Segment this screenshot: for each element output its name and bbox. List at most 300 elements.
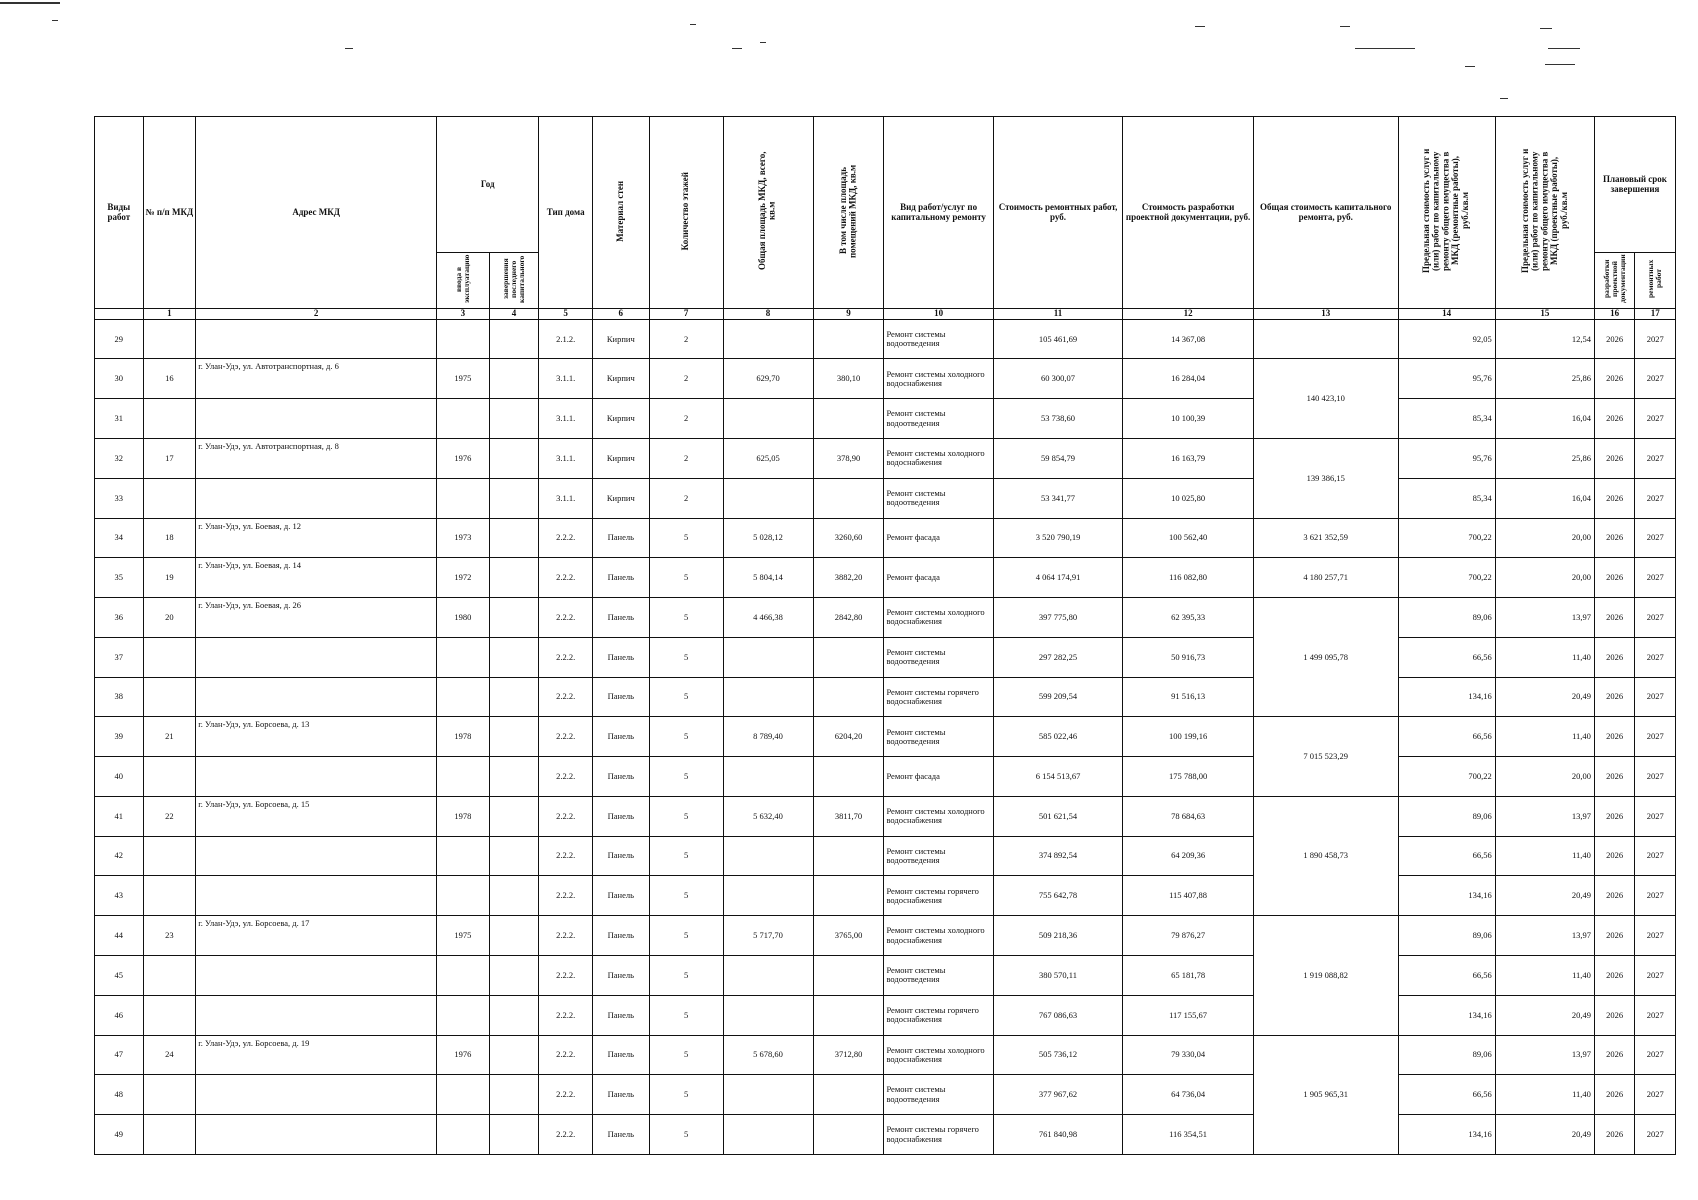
cell-mkd-number: 17 (143, 439, 196, 479)
cell-repair-year: 2027 (1635, 637, 1676, 677)
cell-design-year: 2026 (1594, 1035, 1634, 1075)
header-obshaya-stoimost: Общая стоимость капитального ремонта, руб. (1253, 117, 1398, 309)
cell-repair-cost: 53 738,60 (993, 399, 1123, 439)
cell-year-built (437, 876, 490, 916)
cell-floors: 5 (649, 836, 723, 876)
cell-repair-cost: 374 892,54 (993, 836, 1123, 876)
column-number: 2 (196, 309, 437, 320)
cell-address: г. Улан-Удэ, ул. Борсоева, д. 15 (196, 796, 437, 836)
cell-repair-year: 2027 (1635, 1035, 1676, 1075)
cell-limit-repair: 66,56 (1398, 1075, 1495, 1115)
cell-mkd-number (143, 319, 196, 359)
cell-limit-design: 13,97 (1495, 796, 1594, 836)
cell-total-area: 5 717,70 (723, 916, 813, 956)
cell-year-built (437, 757, 490, 797)
header-address: Адрес МКД (196, 117, 437, 309)
cell-design-cost: 116 082,80 (1123, 558, 1254, 598)
cell-address (196, 955, 437, 995)
table-row (95, 518, 1676, 558)
cell-design-year: 2026 (1594, 995, 1634, 1035)
cell-design-year: 2026 (1594, 757, 1634, 797)
cell-limit-repair: 85,34 (1398, 399, 1495, 439)
cell-total-area (723, 637, 813, 677)
cell-repair-year: 2027 (1635, 1075, 1676, 1115)
cell-design-year: 2026 (1594, 558, 1634, 598)
cell-limit-design: 11,40 (1495, 1075, 1594, 1115)
cell-design-year: 2026 (1594, 876, 1634, 916)
cell-design-cost: 16 163,79 (1123, 439, 1254, 479)
cell-total-cost: 1 890 458,73 (1253, 796, 1398, 915)
cell-year-last-repair (489, 916, 539, 956)
cell-floors: 5 (649, 757, 723, 797)
cell-floors: 5 (649, 796, 723, 836)
cell-year-last-repair (489, 1115, 539, 1155)
cell-total-cost: 139 386,15 (1253, 439, 1398, 519)
column-number: 15 (1495, 309, 1594, 320)
cell-wall-material: Панель (592, 955, 649, 995)
header-tip-doma: Тип дома (539, 117, 593, 309)
cell-limit-repair: 92,05 (1398, 319, 1495, 359)
cell-repair-year: 2027 (1635, 518, 1676, 558)
cell-work-type: Ремонт системы холодного водоснабжения (884, 359, 993, 399)
cell-total-area (723, 319, 813, 359)
cell-premises-area (813, 955, 884, 995)
cell-floors: 5 (649, 518, 723, 558)
cell-address: г. Улан-Удэ, ул. Боевая, д. 12 (196, 518, 437, 558)
cell-work-type: Ремонт фасада (884, 558, 993, 598)
cell-premises-area (813, 677, 884, 717)
cell-wall-material: Кирпич (592, 439, 649, 479)
cell-limit-design: 20,00 (1495, 558, 1594, 598)
cell-mkd-number (143, 955, 196, 995)
cell-work-type: Ремонт системы горячего водоснабжения (884, 677, 993, 717)
cell-year-last-repair (489, 439, 539, 479)
cell-floors: 5 (649, 995, 723, 1035)
cell-house-type: 2.2.2. (539, 796, 593, 836)
cell-address (196, 319, 437, 359)
cell-design-cost: 79 330,04 (1123, 1035, 1254, 1075)
cell-design-cost: 14 367,08 (1123, 319, 1254, 359)
cell-repair-year: 2027 (1635, 876, 1676, 916)
cell-work-type: Ремонт системы холодного водоснабжения (884, 598, 993, 638)
cell-total-area (723, 876, 813, 916)
cell-house-type: 2.2.2. (539, 836, 593, 876)
cell-work-type: Ремонт системы водоотведения (884, 478, 993, 518)
cell-year-last-repair (489, 955, 539, 995)
cell-limit-repair: 85,34 (1398, 478, 1495, 518)
cell-house-type: 2.2.2. (539, 677, 593, 717)
table-row (95, 1115, 1676, 1155)
cell-premises-area (813, 637, 884, 677)
cell-year-built: 1975 (437, 359, 490, 399)
cell-design-year: 2026 (1594, 518, 1634, 558)
column-number: 10 (884, 309, 993, 320)
cell-wall-material: Панель (592, 1075, 649, 1115)
cell-limit-repair: 134,16 (1398, 677, 1495, 717)
cell-limit-repair: 134,16 (1398, 1115, 1495, 1155)
cell-total-area (723, 399, 813, 439)
cell-limit-repair: 89,06 (1398, 1035, 1495, 1075)
header-remontnyh: ремонтных работ (1646, 260, 1664, 299)
cell-year-built (437, 637, 490, 677)
cell-repair-year: 2027 (1635, 836, 1676, 876)
cell-work-type: Ремонт системы водоотведения (884, 399, 993, 439)
cell-total-cost: 1 919 088,82 (1253, 916, 1398, 1035)
cell-repair-year: 2027 (1635, 319, 1676, 359)
cell-total-cost: 140 423,10 (1253, 359, 1398, 439)
cell-row-number: 48 (95, 1075, 144, 1115)
cell-address: г. Улан-Удэ, ул. Борсоева, д. 17 (196, 916, 437, 956)
cell-repair-cost: 509 218,36 (993, 916, 1123, 956)
cell-address (196, 876, 437, 916)
cell-repair-year: 2027 (1635, 1115, 1676, 1155)
cell-premises-area (813, 319, 884, 359)
cell-address: г. Улан-Удэ, ул. Автотранспортная, д. 6 (196, 359, 437, 399)
cell-repair-year: 2027 (1635, 757, 1676, 797)
header-kolichestvo-etazhey: Количество этажей (680, 171, 691, 251)
header-material-cell (592, 117, 649, 309)
cell-work-type: Ремонт системы холодного водоснабжения (884, 1035, 993, 1075)
header-god-zaversheniya-cell (489, 253, 539, 309)
cell-wall-material: Панель (592, 757, 649, 797)
cell-house-type: 2.2.2. (539, 876, 593, 916)
cell-design-cost: 115 407,88 (1123, 876, 1254, 916)
cell-design-year: 2026 (1594, 836, 1634, 876)
header-stoimost-razrab: Стоимость разработки проектной документации, руб. (1123, 117, 1254, 309)
cell-mkd-number: 21 (143, 717, 196, 757)
cell-year-last-repair (489, 1075, 539, 1115)
cell-row-number: 42 (95, 836, 144, 876)
table-row (95, 478, 1676, 518)
cell-work-type: Ремонт системы водоотведения (884, 637, 993, 677)
cell-mkd-number (143, 677, 196, 717)
cell-premises-area: 3765,00 (813, 916, 884, 956)
header-area2-cell (813, 117, 884, 309)
cell-design-cost: 62 395,33 (1123, 598, 1254, 638)
cell-house-type: 2.2.2. (539, 558, 593, 598)
cell-year-built: 1972 (437, 558, 490, 598)
cell-wall-material: Панель (592, 876, 649, 916)
cell-house-type: 2.2.2. (539, 518, 593, 558)
cell-repair-cost: 60 300,07 (993, 359, 1123, 399)
cell-year-last-repair (489, 399, 539, 439)
cell-mkd-number: 16 (143, 359, 196, 399)
capital-repair-table (94, 116, 1676, 1155)
cell-repair-year: 2027 (1635, 359, 1676, 399)
cell-total-cost: 3 621 352,59 (1253, 518, 1398, 558)
cell-floors: 5 (649, 598, 723, 638)
cell-limit-repair: 134,16 (1398, 876, 1495, 916)
header-god-zaversheniya: завершения последнего капитального (501, 255, 526, 303)
cell-repair-year: 2027 (1635, 677, 1676, 717)
header-razrabotka-cell (1594, 253, 1634, 309)
column-number (95, 309, 144, 320)
cell-limit-repair: 66,56 (1398, 717, 1495, 757)
cell-row-number: 31 (95, 399, 144, 439)
cell-row-number: 49 (95, 1115, 144, 1155)
cell-mkd-number (143, 757, 196, 797)
cell-repair-cost: 505 736,12 (993, 1035, 1123, 1075)
cell-work-type: Ремонт системы водоотведения (884, 1075, 993, 1115)
cell-house-type: 2.2.2. (539, 1075, 593, 1115)
header-vid-rabot-uslug: Вид работ/услуг по капитальному ремонту (884, 117, 993, 309)
header-god-vvoda-cell (437, 253, 490, 309)
cell-repair-cost: 297 282,25 (993, 637, 1123, 677)
cell-design-cost: 91 516,13 (1123, 677, 1254, 717)
cell-year-built (437, 399, 490, 439)
cell-wall-material: Панель (592, 995, 649, 1035)
cell-floors: 2 (649, 399, 723, 439)
cell-year-built: 1980 (437, 598, 490, 638)
cell-limit-repair: 95,76 (1398, 359, 1495, 399)
cell-total-area (723, 995, 813, 1035)
cell-limit-repair: 700,22 (1398, 757, 1495, 797)
cell-work-type: Ремонт фасада (884, 518, 993, 558)
cell-mkd-number: 18 (143, 518, 196, 558)
cell-address: г. Улан-Удэ, ул. Борсоева, д. 19 (196, 1035, 437, 1075)
cell-limit-design: 20,49 (1495, 876, 1594, 916)
cell-row-number: 44 (95, 916, 144, 956)
cell-total-area (723, 478, 813, 518)
cell-house-type: 3.1.1. (539, 359, 593, 399)
cell-limit-repair: 700,22 (1398, 558, 1495, 598)
cell-row-number: 39 (95, 717, 144, 757)
cell-total-cost: 7 015 523,29 (1253, 717, 1398, 797)
cell-total-area (723, 836, 813, 876)
cell-mkd-number (143, 637, 196, 677)
cell-repair-year: 2027 (1635, 399, 1676, 439)
cell-design-cost: 100 199,16 (1123, 717, 1254, 757)
cell-limit-repair: 89,06 (1398, 796, 1495, 836)
cell-wall-material: Кирпич (592, 359, 649, 399)
table-row (95, 1035, 1676, 1075)
cell-premises-area: 380,10 (813, 359, 884, 399)
cell-limit-repair: 95,76 (1398, 439, 1495, 479)
cell-design-cost: 79 876,27 (1123, 916, 1254, 956)
cell-limit-design: 20,49 (1495, 677, 1594, 717)
header-predel-14: Предельная стоимость услуг и (или) работ по капитальному ремонту общего имущества в МКД (ремонтные работы), руб./кв.м (1421, 149, 1471, 274)
cell-repair-year: 2027 (1635, 598, 1676, 638)
cell-wall-material: Панель (592, 518, 649, 558)
cell-design-year: 2026 (1594, 439, 1634, 479)
cell-total-area: 5 804,14 (723, 558, 813, 598)
cell-limit-design: 13,97 (1495, 598, 1594, 638)
header-floors-cell (649, 117, 723, 309)
cell-year-last-repair (489, 478, 539, 518)
cell-limit-design: 20,00 (1495, 757, 1594, 797)
cell-year-last-repair (489, 558, 539, 598)
cell-row-number: 43 (95, 876, 144, 916)
cell-mkd-number (143, 995, 196, 1035)
cell-design-cost: 64 209,36 (1123, 836, 1254, 876)
cell-mkd-number (143, 836, 196, 876)
cell-total-cost: 1 905 965,31 (1253, 1035, 1398, 1155)
column-number: 14 (1398, 309, 1495, 320)
cell-total-area: 625,05 (723, 439, 813, 479)
table-row (95, 757, 1676, 797)
cell-premises-area: 3882,20 (813, 558, 884, 598)
header-god: Год (437, 117, 539, 253)
table-body (95, 319, 1676, 1154)
column-number: 5 (539, 309, 593, 320)
column-number: 7 (649, 309, 723, 320)
cell-year-last-repair (489, 359, 539, 399)
cell-wall-material: Панель (592, 677, 649, 717)
table-row (95, 796, 1676, 836)
cell-wall-material: Панель (592, 916, 649, 956)
cell-repair-cost: 761 840,98 (993, 1115, 1123, 1155)
cell-total-area: 4 466,38 (723, 598, 813, 638)
cell-year-built: 1978 (437, 796, 490, 836)
cell-house-type: 2.2.2. (539, 1115, 593, 1155)
cell-premises-area: 3811,70 (813, 796, 884, 836)
cell-total-area: 8 789,40 (723, 717, 813, 757)
table-row (95, 916, 1676, 956)
cell-work-type: Ремонт системы холодного водоснабжения (884, 796, 993, 836)
cell-year-built: 1976 (437, 439, 490, 479)
cell-work-type: Ремонт системы горячего водоснабжения (884, 1115, 993, 1155)
cell-address (196, 1075, 437, 1115)
cell-premises-area (813, 1075, 884, 1115)
cell-year-built (437, 955, 490, 995)
cell-limit-design: 25,86 (1495, 439, 1594, 479)
cell-year-last-repair (489, 876, 539, 916)
cell-wall-material: Панель (592, 836, 649, 876)
cell-address (196, 995, 437, 1035)
cell-design-year: 2026 (1594, 598, 1634, 638)
header-material-sten: Материал стен (614, 180, 625, 242)
cell-limit-repair: 134,16 (1398, 995, 1495, 1035)
cell-year-last-repair (489, 637, 539, 677)
cell-year-last-repair (489, 677, 539, 717)
cell-total-cost (1253, 319, 1398, 359)
cell-limit-repair: 66,56 (1398, 955, 1495, 995)
cell-mkd-number: 22 (143, 796, 196, 836)
cell-total-area (723, 1075, 813, 1115)
cell-repair-year: 2027 (1635, 995, 1676, 1035)
cell-premises-area (813, 836, 884, 876)
cell-design-year: 2026 (1594, 796, 1634, 836)
cell-repair-cost: 4 064 174,91 (993, 558, 1123, 598)
cell-limit-design: 13,97 (1495, 916, 1594, 956)
cell-repair-cost: 767 086,63 (993, 995, 1123, 1035)
table-row (95, 359, 1676, 399)
cell-total-area (723, 955, 813, 995)
cell-premises-area (813, 399, 884, 439)
cell-wall-material: Панель (592, 637, 649, 677)
cell-work-type: Ремонт системы водоотведения (884, 319, 993, 359)
table-row (95, 319, 1676, 359)
cell-work-type: Ремонт системы водоотведения (884, 955, 993, 995)
header-n-mkd: № п/п МКД (143, 117, 196, 309)
cell-mkd-number: 20 (143, 598, 196, 638)
cell-premises-area: 2842,80 (813, 598, 884, 638)
cell-address (196, 399, 437, 439)
cell-house-type: 2.2.2. (539, 955, 593, 995)
cell-design-cost: 64 736,04 (1123, 1075, 1254, 1115)
cell-year-last-repair (489, 319, 539, 359)
cell-repair-year: 2027 (1635, 558, 1676, 598)
cell-year-built (437, 995, 490, 1035)
cell-design-cost: 100 562,40 (1123, 518, 1254, 558)
cell-wall-material: Кирпич (592, 319, 649, 359)
cell-row-number: 36 (95, 598, 144, 638)
cell-design-year: 2026 (1594, 1075, 1634, 1115)
cell-wall-material: Панель (592, 796, 649, 836)
cell-row-number: 34 (95, 518, 144, 558)
cell-design-cost: 50 916,73 (1123, 637, 1254, 677)
cell-address (196, 836, 437, 876)
cell-row-number: 46 (95, 995, 144, 1035)
cell-repair-cost: 501 621,54 (993, 796, 1123, 836)
cell-repair-cost: 53 341,77 (993, 478, 1123, 518)
cell-mkd-number (143, 399, 196, 439)
cell-row-number: 33 (95, 478, 144, 518)
cell-repair-year: 2027 (1635, 717, 1676, 757)
cell-repair-cost: 599 209,54 (993, 677, 1123, 717)
cell-design-year: 2026 (1594, 319, 1634, 359)
cell-premises-area: 3260,60 (813, 518, 884, 558)
cell-year-last-repair (489, 836, 539, 876)
cell-address (196, 478, 437, 518)
cell-year-built: 1978 (437, 717, 490, 757)
cell-repair-cost: 377 967,62 (993, 1075, 1123, 1115)
cell-work-type: Ремонт системы холодного водоснабжения (884, 439, 993, 479)
cell-design-year: 2026 (1594, 359, 1634, 399)
cell-design-year: 2026 (1594, 677, 1634, 717)
cell-address: г. Улан-Удэ, ул. Автотранспортная, д. 8 (196, 439, 437, 479)
cell-total-area (723, 757, 813, 797)
cell-wall-material: Кирпич (592, 399, 649, 439)
cell-mkd-number (143, 876, 196, 916)
cell-row-number: 29 (95, 319, 144, 359)
cell-year-built (437, 677, 490, 717)
cell-address: г. Улан-Удэ, ул. Боевая, д. 26 (196, 598, 437, 638)
column-number: 9 (813, 309, 884, 320)
cell-limit-repair: 89,06 (1398, 598, 1495, 638)
cell-floors: 2 (649, 319, 723, 359)
cell-premises-area: 3712,80 (813, 1035, 884, 1075)
cell-address (196, 637, 437, 677)
cell-mkd-number (143, 1075, 196, 1115)
cell-premises-area: 378,90 (813, 439, 884, 479)
cell-floors: 2 (649, 439, 723, 479)
cell-repair-year: 2027 (1635, 478, 1676, 518)
cell-repair-cost: 397 775,80 (993, 598, 1123, 638)
cell-design-year: 2026 (1594, 1115, 1634, 1155)
cell-work-type: Ремонт системы горячего водоснабжения (884, 876, 993, 916)
cell-design-year: 2026 (1594, 399, 1634, 439)
cell-year-last-repair (489, 995, 539, 1035)
cell-mkd-number: 24 (143, 1035, 196, 1075)
header-vid-rabot: Виды работ (95, 117, 144, 309)
header-predel-15-cell (1495, 117, 1594, 309)
cell-premises-area (813, 757, 884, 797)
cell-work-type: Ремонт системы водоотведения (884, 836, 993, 876)
table-row (95, 836, 1676, 876)
cell-design-cost: 10 100,39 (1123, 399, 1254, 439)
header-obshaya-ploshad: Общая площадь МКД, всего, кв.м (757, 151, 778, 271)
cell-design-cost: 175 788,00 (1123, 757, 1254, 797)
cell-house-type: 2.2.2. (539, 1035, 593, 1075)
column-number: 1 (143, 309, 196, 320)
column-number: 11 (993, 309, 1123, 320)
cell-wall-material: Панель (592, 717, 649, 757)
cell-design-cost: 78 684,63 (1123, 796, 1254, 836)
cell-wall-material: Панель (592, 558, 649, 598)
cell-design-cost: 65 181,78 (1123, 955, 1254, 995)
cell-design-year: 2026 (1594, 916, 1634, 956)
